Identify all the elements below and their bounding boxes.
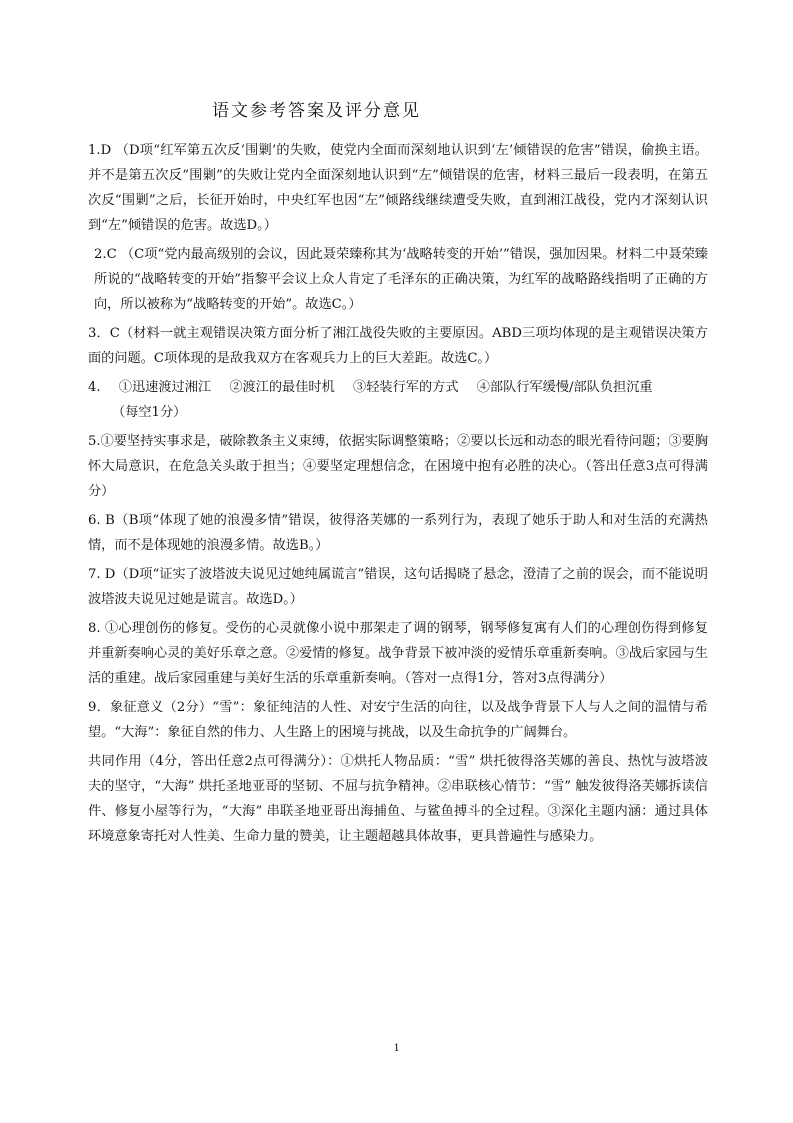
page-number: 1 [393,1040,400,1054]
answer-q4-blank-1: ①迅速渡过湘江 [118,380,212,395]
answer-q2: 2.C （C项“党内最高级别的会议，因此聂荣臻称其为‘战略转变的开始’”错误，强加因果。材料二中聂荣臻所说的“战略转变的开始”指黎平会议上众人肯定了毛泽东的正确决策，为红军的战略路线指明了正确的方向，所以被称为“战略转变的开始”。故选C。） [94,247,708,312]
answer-q4-blank-3: ③轻装行军的方式 [353,380,459,395]
answer-q4-blank-4: ④部队行军缓慢/部队负担沉重 [476,380,653,395]
answer-q4-blank-2: ②渡江的最佳时机 [229,380,335,395]
answer-body [88,138,708,853]
answer-q4 [88,375,708,400]
answer-q4-scoring-note: （每空1分） [112,405,187,420]
answer-q3: 3．C（材料一就主观错误决策方面分析了湘江战役失败的主要原因。ABD三项均体现的是主观错误决策方面的问题。C项体现的是敌我双方在客观兵力上的巨大差距。故选C。） [88,326,708,366]
answer-q4-label: 4. [88,380,101,395]
answer-q1: 1.D （D项“红军第五次反‘围剿’的失败，使党内全面而深刻地认识到‘左’倾错误的危害”错误，偷换主语。并不是第五次反“围剿”的失败让党内全面深刻地认识到“左”倾错误的危害，材料三最后一段表明，在第五次反“围剿”之后，长征开始时，中央红军也因“左”倾路线继续遭受失败，直到湘江战役，党内才深刻认识到“左”倾错误的危害。故选D。） [88,143,708,233]
answer-q9-function: 共同作用（4分，答出任意2点可得满分）：①烘托人物品质：“雪” 烘托彼得洛芙娜的善良、热忱与波塔波夫的坚守，“大海” 烘托圣地亚哥的坚韧、不屈与抗争精神。②串联核心情节：“雪” 触发彼得洛芙娜拆读信件、修复小屋等行为，“大海” 串联圣地亚哥出海捕鱼、与鲨鱼搏斗的全过程。③深化主题内涵：通过具体环境意象寄托对人性美、生命力量的赞美，让主题超越具体故事，更具普遍性与感染力。 [88,754,708,844]
answer-q5: 5.①要坚持实事求是，破除教条主义束缚，依据实际调整策略；②要以长远和动态的眼光看待问题；③要胸怀大局意识，在危急关头敢于担当；④要坚定理想信念，在困境中抱有必胜的决心。（答出任意3点可得满分） [88,434,708,499]
answer-q6: 6. B（B项“体现了她的浪漫多情”错误，彼得洛芙娜的一系列行为，表现了她乐于助人和对生活的充满热情，而不是体现她的浪漫多情。故选B。） [88,513,708,553]
answer-q9-symbolism: 9．象征意义（2分）“雪”：象征纯洁的人性、对安宁生活的向往，以及战争背景下人与人之间的温情与希望。“大海”：象征自然的伟力、人生路上的困境与挑战，以及生命抗争的广阔舞台。 [88,700,708,740]
answer-q8: 8. ①心理创伤的修复。受伤的心灵就像小说中那架走了调的钢琴，钢琴修复寓有人们的心理创伤得到修复并重新奏响心灵的美好乐章之意。②爱情的修复。战争背景下被冲淡的爱情乐章重新奏响。③战后家园与生活的重建。战后家园重建与美好生活的乐章重新奏响。（答对一点得1分，答对3点得满分） [88,621,708,686]
answer-q7: 7. D（D项“证实了波塔波夫说见过她纯属谎言”错误，这句话揭晓了悬念，澄清了之前的误会，而不能说明波塔波夫说见过她是谎言。故选D。） [88,567,708,607]
page-title: 语文参考答案及评分意见 [212,101,421,121]
